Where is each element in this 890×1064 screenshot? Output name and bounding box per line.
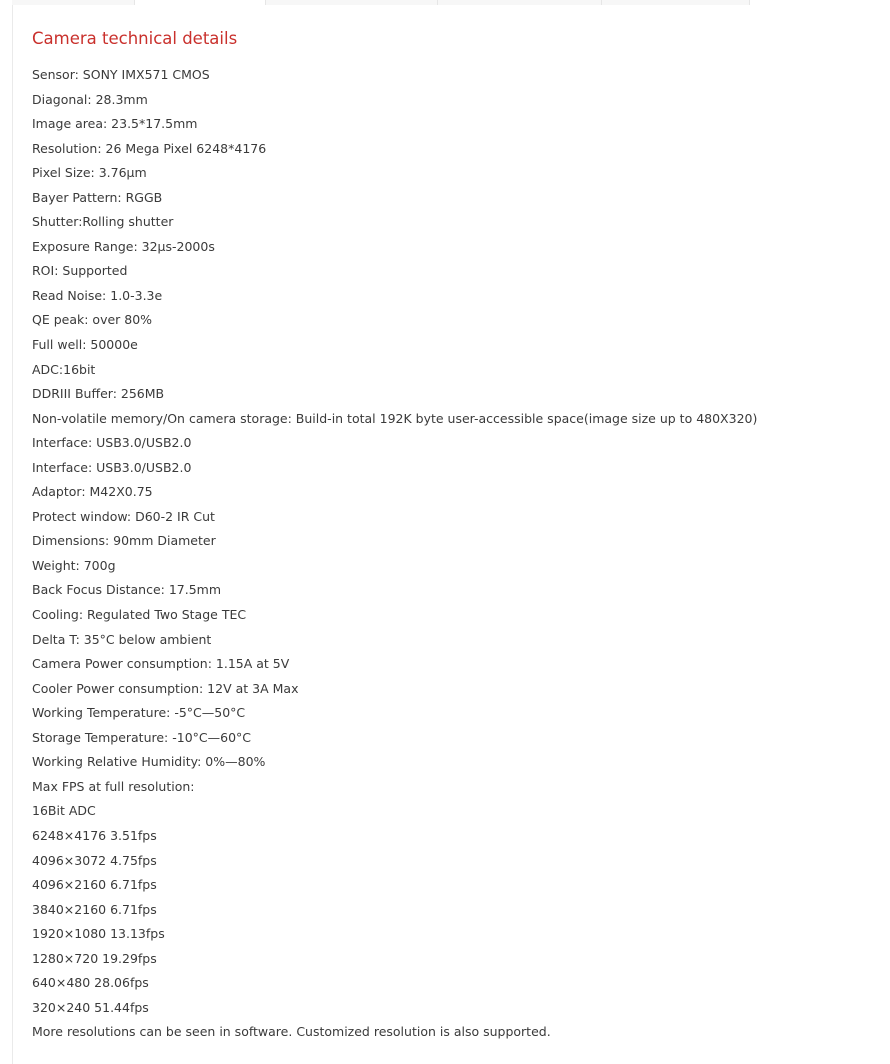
spec-item: 4096×2160 6.71fps [32,877,157,893]
spec-item: More resolutions can be seen in software. Customized resolution is also supported. [32,1024,551,1040]
spec-item: Shutter:Rolling shutter [32,214,174,230]
spec-item: Non-volatile memory/On camera storage: Build-in total 192K byte user-accessible space(image size up to 480X320) [32,410,758,426]
spec-item: Sensor: SONY IMX571 CMOS [32,67,210,82]
spec-item: Cooling: Regulated Two Stage TEC [32,607,247,623]
spec-item: 6248×4176 3.51fps [32,827,157,843]
spec-item: Exposure Range: 32μs-2000s [32,238,215,254]
spec-item: 1920×1080 13.13fps [32,926,165,942]
spec-item: Pixel Size: 3.76μm [32,165,147,181]
spec-item: 16Bit ADC [32,803,96,819]
section-title: Camera technical details [32,29,238,48]
spec-item: Image area: 23.5*17.5mm [32,116,198,132]
details-panel [12,5,758,1064]
spec-item: 320×240 51.44fps [32,999,149,1015]
spec-item: 4096×3072 4.75fps [32,852,157,868]
spec-item: Read Noise: 1.0-3.3e [32,287,163,303]
spec-item: DDRIII Buffer: 256MB [32,386,165,402]
spec-item: Interface: USB3.0/USB2.0 [32,459,192,475]
spec-item: Working Temperature: -5°C—50°C [32,705,246,721]
spec-item: 1280×720 19.29fps [32,950,157,966]
spec-item: Delta T: 35°C below ambient [32,631,212,647]
spec-item: Storage Temperature: -10°C—60°C [32,729,252,745]
spec-item: ADC:16bit [32,361,96,377]
spec-item: Resolution: 26 Mega Pixel 6248*4176 [32,140,267,156]
spec-list [32,63,757,1045]
spec-item: Diagonal: 28.3mm [32,91,148,107]
spec-item: QE peak: over 80% [32,312,153,328]
spec-item: Full well: 50000e [32,337,138,353]
spec-item: 640×480 28.06fps [32,975,149,991]
spec-item: Dimensions: 90mm Diameter [32,533,216,549]
spec-item: Camera Power consumption: 1.15A at 5V [32,656,290,672]
spec-item: Cooler Power consumption: 12V at 3A Max [32,680,299,696]
spec-item: Adaptor: M42X0.75 [32,484,153,500]
spec-item: Interface: USB3.0/USB2.0 [32,435,192,451]
spec-item: 3840×2160 6.71fps [32,901,157,917]
spec-item: Max FPS at full resolution: [32,778,195,794]
spec-item: Weight: 700g [32,557,116,573]
spec-item: Working Relative Humidity: 0%—80% [32,754,266,770]
spec-item: Bayer Pattern: RGGB [32,189,163,205]
spec-item: ROI: Supported [32,263,128,279]
spec-item: Protect window: D60-2 IR Cut [32,508,215,524]
spec-item: Back Focus Distance: 17.5mm [32,582,222,598]
